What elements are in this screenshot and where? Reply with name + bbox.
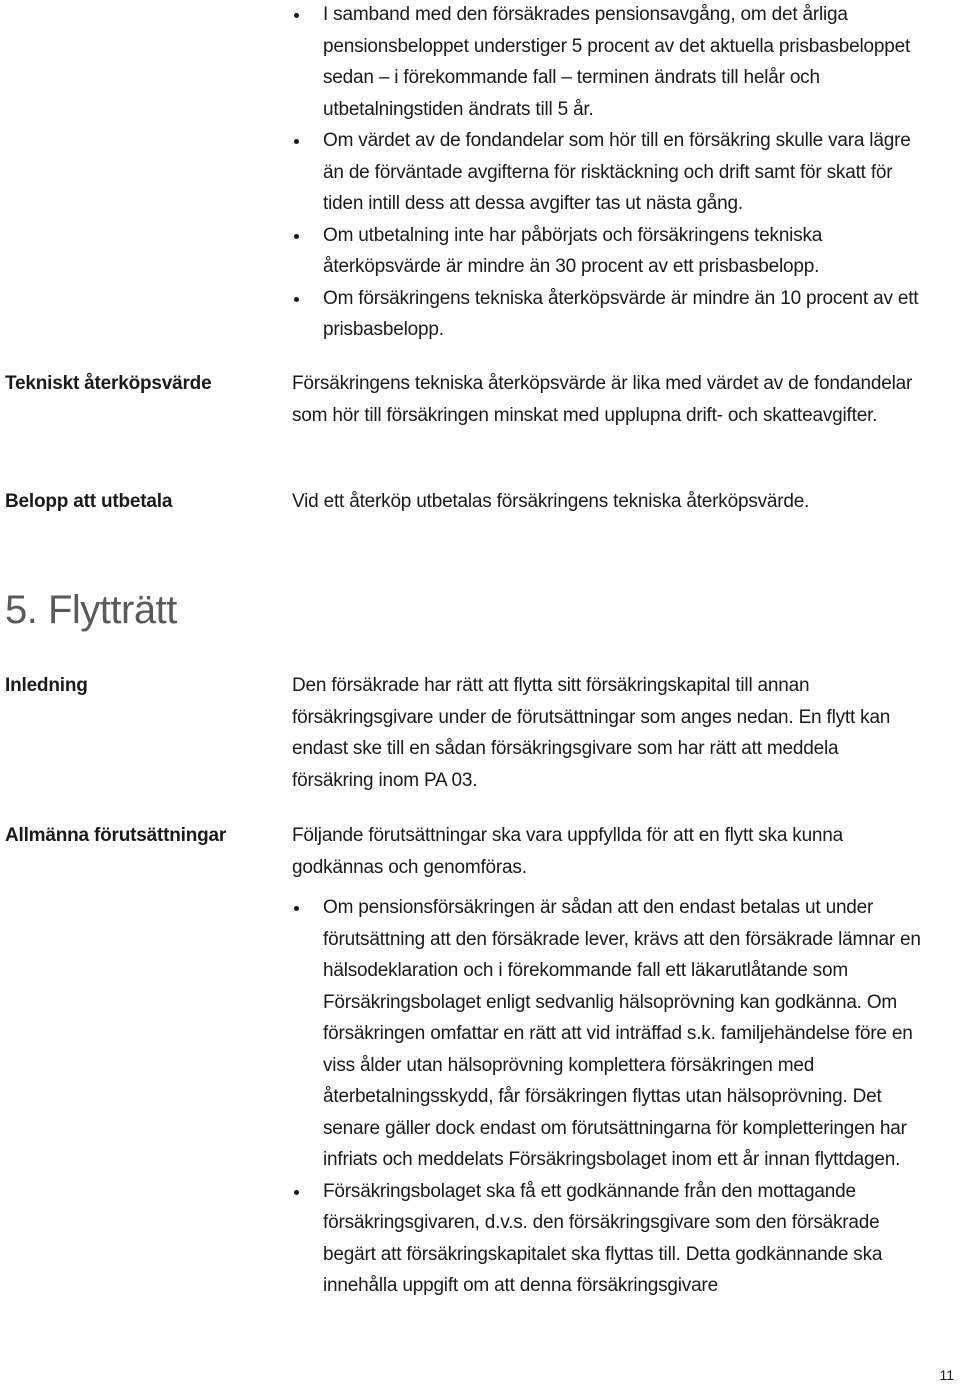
list-item: I samband med den försäkrades pensionsavgång, om det årliga pensionsbeloppet understiger 5 procent av det aktuella prisbasbeloppet sedan – i förekommande fall – terminen ändrats till helår och utbetalningstiden ändrats till 5 år. bbox=[292, 0, 922, 125]
page-number: 11 bbox=[939, 1367, 954, 1383]
list-item: Försäkringsbolaget ska få ett godkännande från den mottagande försäkringsgivaren, d.v.s. den försäkringsgivare som den försäkrade begärt att försäkringskapitalet ska flyttas till. Detta godkännande ska innehålla uppgift om att denna försäkringsgivare bbox=[292, 1176, 922, 1302]
tekniskt-aterkopsvarde-text: Försäkringens tekniska återköpsvärde är lika med värdet av de fondandelar som hör till försäkringen minskat med upplupna drift- och skatteavgifter. bbox=[292, 373, 913, 426]
inledning-heading: Inledning bbox=[5, 675, 88, 696]
list-item: Om värdet av de fondandelar som hör till en försäkring skulle vara lägre än de förväntade avgifterna för risktäckning och drift samt för skatt för tiden intill dess att dessa avgifter tas ut nästa gång. bbox=[292, 125, 922, 220]
top-bullet-list bbox=[292, 0, 922, 346]
list-item: Om försäkringens tekniska återköpsvärde är mindre än 10 procent av ett prisbasbelopp. bbox=[292, 283, 922, 346]
inledning-text: Den försäkrade har rätt att flytta sitt försäkringskapital till annan försäkringsgivare under de förutsättningar som anges nedan. En flytt kan endast ske till en sådan försäkringsgivare som har rätt att meddela försäkring inom PA 03. bbox=[292, 675, 891, 791]
belopp-att-utbetala-heading: Belopp att utbetala bbox=[5, 491, 173, 512]
allmanna-forutsattningar-heading: Allmänna förutsättningar bbox=[5, 825, 227, 846]
bottom-bullet-list bbox=[292, 892, 922, 1302]
allmanna-forutsattningar-text: Följande förutsättningar ska vara uppfyllda för att en flytt ska kunna godkännas och genomföras. bbox=[292, 825, 844, 878]
list-item: Om utbetalning inte har påbörjats och försäkringens tekniska återköpsvärde är mindre än 30 procent av ett prisbasbelopp. bbox=[292, 220, 922, 283]
tekniskt-aterkopsvarde-heading: Tekniskt återköpsvärde bbox=[5, 373, 212, 394]
list-item: Om pensionsförsäkringen är sådan att den endast betalas ut under förutsättning att den försäkrade lever, krävs att den försäkrade lämnar en hälsodeklaration och i förekommande fall ett läkarutlåtande som Försäkringsbolaget enligt sedvanlig hälsoprövning kan godkänna. Om försäkringen omfattar en rätt att vid inträffad s.k. familjehändelse före en viss ålder utan hälsoprövning komplettera försäkringen med återbetalningsskydd, får försäkringen flyttas utan hälsoprövning. Det senare gäller dock endast om förutsättningarna för kompletteringen har infriats och meddelats Försäkringsbolaget inom ett år innan flyttdagen. bbox=[292, 892, 922, 1176]
section-title: 5. Flytträtt bbox=[5, 588, 177, 632]
belopp-att-utbetala-text: Vid ett återköp utbetalas försäkringens tekniska återköpsvärde. bbox=[292, 491, 810, 512]
